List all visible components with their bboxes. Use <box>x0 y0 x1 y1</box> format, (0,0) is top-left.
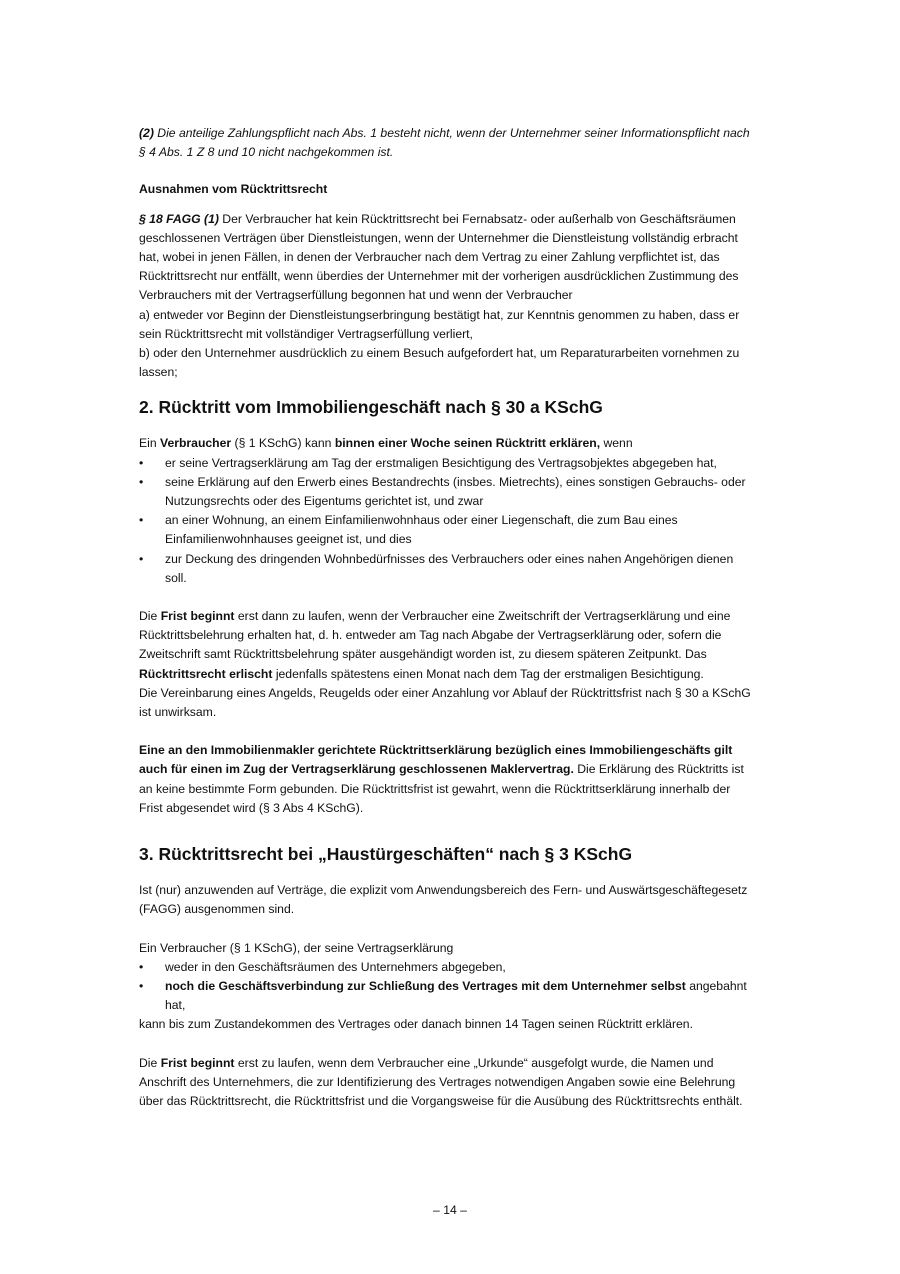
section2-angeld-paragraph: Die Vereinbarung eines Angelds, Reugelds oder einer Anzahlung vor Ablauf der Rücktrittsfrist nach § 30 a KSchG ist unwirksam. <box>139 685 751 720</box>
section3-outro: kann bis zum Zustandekommen des Vertrages oder danach binnen 14 Tagen seinen Rücktritt erklären. <box>139 1017 693 1032</box>
bold-run: binnen einer Woche seinen Rücktritt erklären, <box>334 436 601 451</box>
bold-run: Frist beginnt <box>160 609 235 624</box>
bold-run: Frist beginnt <box>160 1055 235 1070</box>
list-item: • weder in den Geschäftsräumen des Unternehmers abgegeben, <box>139 958 757 977</box>
text-run: erst dann zu laufen, wenn der Verbraucher eine Zweitschrift der Vertragserklärung und eine Rücktrittsbelehrung erhalten hat, d. h. entweder am Tag nach Abgabe der Vertragserklärung oder, sofern die Zweitschrift samt Rücktrittsbelehrung später ausgehändigt worden ist, zu diesem späteren Zeitpunkt. Das <box>139 609 731 662</box>
page-number: – 14 – <box>433 1203 467 1217</box>
bold-run: Eine an den Immobilienmakler gerichtete Rücktrittserklärung bezüglich eines Immobiliengeschäfts gilt auch für einen im Zug der Vertragserklärung geschlossenen Maklervertrag. <box>139 743 733 777</box>
section2-makler-paragraph <box>139 741 757 818</box>
text-run: (§ 1 KSchG) kann <box>231 436 335 451</box>
list-item: • seine Erklärung auf den Erwerb eines Bestandrechts (insbes. Mietrechts), eines sonstigen Gebrauchs- oder Nutzungsrechts oder des Eigentums gerichtet ist, und zwar <box>139 473 757 511</box>
section3-scope: Ist (nur) anzuwenden auf Verträge, die explizit vom Anwendungsbereich des Fern- und Auswärtsgeschäftegesetz (FAGG) ausgenommen sind. <box>139 883 748 917</box>
document-page <box>139 124 757 1111</box>
section3-frist-paragraph <box>139 1054 757 1112</box>
text-run: angebahnt hat, <box>165 978 747 1013</box>
section-heading-2: 2. Rücktritt vom Immobiliengeschäft nach § 30 a KSchG <box>139 397 603 418</box>
text-run: erst zu laufen, wenn dem Verbraucher eine „Urkunde“ ausgefolgt wurde, die Namen und Anschrift des Unternehmers, die zur Identifizierung des Vertrages notwendigen Angaben sowie eine Belehrung über das Rücktrittsrecht, die Rücktrittsfrist und die Vorgangsweise für die Ausübung des Rücktrittsrechts enthält. <box>139 1055 743 1108</box>
paragraph-fagg-18 <box>139 210 757 306</box>
paragraph-payment-obligation <box>139 124 757 162</box>
section3-intro: Ein Verbraucher (§ 1 KSchG), der seine Vertragserklärung <box>139 940 454 955</box>
bold-run: Verbraucher <box>160 436 232 451</box>
law-reference: § 18 FAGG (1) <box>139 211 219 226</box>
paragraph-text: Die anteilige Zahlungspflicht nach Abs. 1 besteht nicht, wenn der Unternehmer seiner Informationspflicht nach § 4 Abs. 1 Z 8 und 10 nicht nachgekommen ist. <box>139 126 750 160</box>
paragraph-label: (2) <box>139 126 154 140</box>
section2-bullet-list <box>139 454 757 588</box>
section2-frist-paragraph <box>139 607 757 684</box>
section-heading-3: 3. Rücktrittsrecht bei „Haustürgeschäften“ nach § 3 KSchG <box>139 844 633 865</box>
list-item: • an einer Wohnung, an einem Einfamilienwohnhaus oder einer Liegenschaft, die zum Bau eines Einfamilienwohnhauses geeignet ist, und dies <box>139 511 757 549</box>
text-run: Ein <box>139 436 161 451</box>
subheading-exceptions: Ausnahmen vom Rücktrittsrecht <box>139 182 328 197</box>
paragraph-text: Der Verbraucher hat kein Rücktrittsrecht bei Fernabsatz- oder außerhalb von Geschäftsräumen geschlossenen Verträgen über Dienstleistungen, wenn der Unternehmer die Dienstleistung vollständig erbracht hat, wobei in jenen Fällen, in denen der Verbraucher nach dem Vertrag zu einer Zahlung verpflichtet ist, das Rücktrittsrecht nur entfällt, wenn überdies der Unternehmer mit der vorherigen ausdrücklichen Zustimmung des Verbrauchers mit der Vertragserfüllung begonnen hat und wenn der Verbraucher <box>139 211 739 303</box>
text-run: Die <box>139 1055 161 1070</box>
list-item: • zur Deckung des dringenden Wohnbedürfnisses des Verbrauchers oder eines nahen Angehörigen dienen soll. <box>139 550 757 588</box>
list-item: • er seine Vertragserklärung am Tag der erstmaligen Besichtigung des Vertragsobjektes abgegeben hat, <box>139 454 757 473</box>
text-run: wenn <box>600 436 633 451</box>
list-item <box>139 977 757 1015</box>
section2-intro <box>139 434 757 453</box>
text-run: Die Erklärung des Rücktritts ist an keine bestimmte Form gebunden. Die Rücktrittsfrist ist gewahrt, wenn die Rücktrittserklärung innerhalb der Frist abgesendet wird (§ 3 Abs 4 KSchG). <box>139 762 744 815</box>
text-run: jedenfalls spätestens einen Monat nach dem Tag der erstmaligen Besichtigung. <box>272 666 704 681</box>
bold-run: Rücktrittsrecht erlischt <box>139 666 273 681</box>
text-run: Die <box>139 609 161 624</box>
bold-run: noch die Geschäftsverbindung zur Schließung des Vertrages mit dem Unternehmer selbst <box>165 978 686 993</box>
section3-bullet-list <box>139 958 757 1016</box>
item-b: b) oder den Unternehmer ausdrücklich zu einem Besuch aufgefordert hat, um Reparaturarbeiten vornehmen zu lassen; <box>139 346 740 380</box>
item-a: a) entweder vor Beginn der Dienstleistungserbringung bestätigt hat, zur Kenntnis genommen zu haben, dass er sein Rücktrittsrecht mit vollständiger Vertragserfüllung verliert, <box>139 307 740 341</box>
